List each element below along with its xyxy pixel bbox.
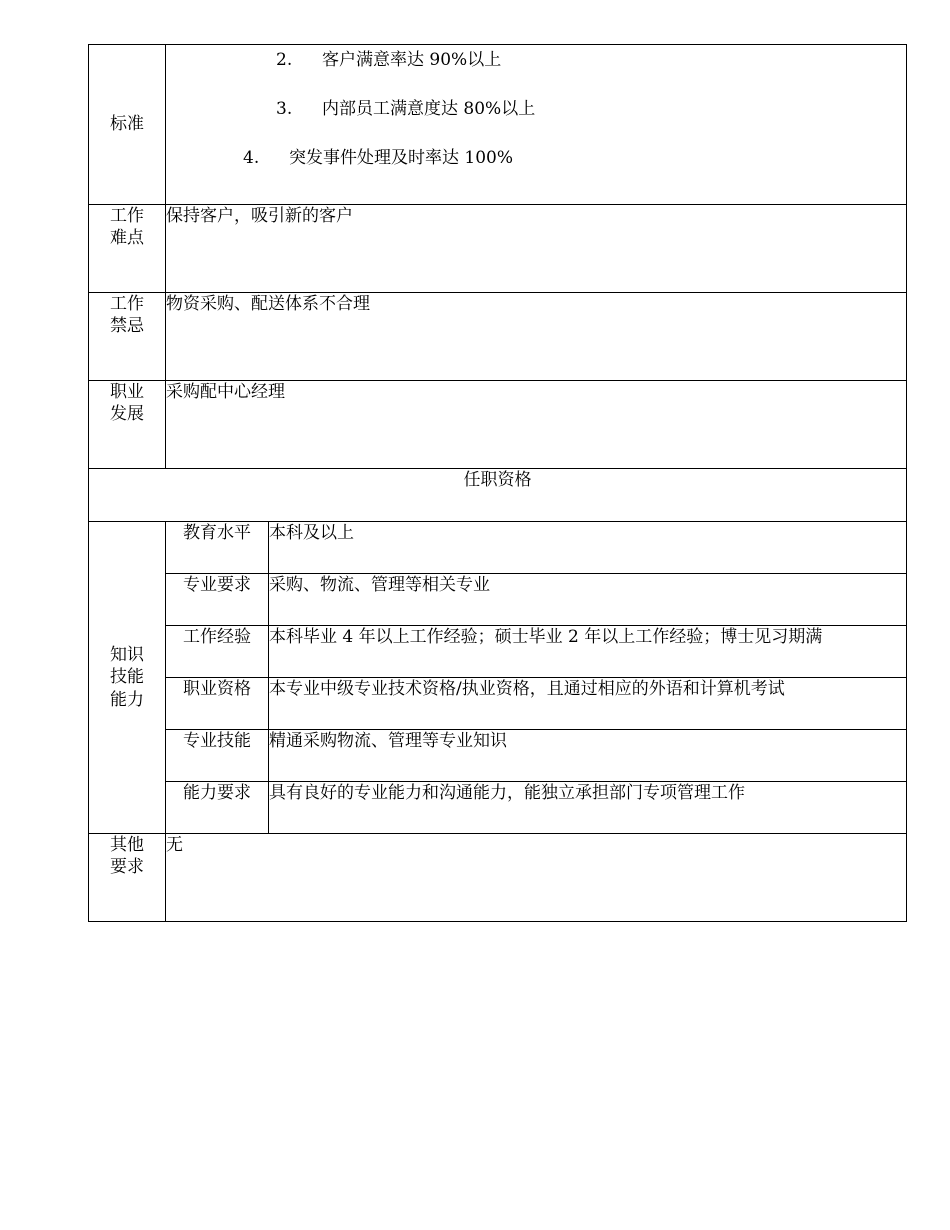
qualification-row-label: 能力要求 bbox=[166, 782, 269, 834]
standard-label: 标准 bbox=[110, 114, 144, 135]
qualification-row bbox=[89, 574, 907, 626]
qualification-title: 任职资格 bbox=[89, 469, 907, 522]
qualification-row-label: 工作经验 bbox=[166, 626, 269, 678]
other-row bbox=[89, 834, 907, 922]
other-label-cell bbox=[89, 834, 166, 922]
career-label: 职业发展 bbox=[110, 382, 144, 425]
taboo-label-cell bbox=[89, 293, 166, 381]
qualification-group-label-cell bbox=[89, 522, 166, 834]
qualification-row bbox=[89, 730, 907, 782]
standard-item-text: 内部员工满意度达 80%以上 bbox=[322, 99, 536, 119]
qualification-row-label: 教育水平 bbox=[166, 522, 269, 574]
taboo-label: 工作禁忌 bbox=[110, 294, 144, 337]
difficulty-row bbox=[89, 205, 907, 293]
career-value: 采购配中心经理 bbox=[166, 381, 907, 469]
standard-item bbox=[166, 98, 906, 147]
qualification-row bbox=[89, 782, 907, 834]
qualification-header-row bbox=[89, 469, 907, 522]
qualification-row bbox=[89, 678, 907, 730]
qualification-row bbox=[89, 522, 907, 574]
taboo-value: 物资采购、配送体系不合理 bbox=[166, 293, 907, 381]
standard-label-cell bbox=[89, 45, 166, 205]
qualification-row-value: 本专业中级专业技术资格/执业资格，且通过相应的外语和计算机考试 bbox=[269, 678, 907, 730]
standard-row bbox=[89, 45, 907, 205]
qualification-row bbox=[89, 626, 907, 678]
qualification-row-value: 采购、物流、管理等相关专业 bbox=[269, 574, 907, 626]
standard-item-number: 3. bbox=[276, 99, 293, 119]
standard-item-text: 客户满意率达 90%以上 bbox=[322, 50, 502, 70]
qualification-row-label: 专业要求 bbox=[166, 574, 269, 626]
difficulty-label: 工作难点 bbox=[110, 206, 144, 249]
standard-content-cell bbox=[166, 45, 907, 205]
job-description-table bbox=[88, 44, 907, 922]
standard-item-number: 4. bbox=[243, 148, 260, 168]
qualification-row-value: 具有良好的专业能力和沟通能力，能独立承担部门专项管理工作 bbox=[269, 782, 907, 834]
other-value: 无 bbox=[166, 834, 907, 922]
standard-item bbox=[166, 147, 906, 196]
qualification-row-value: 本科及以上 bbox=[269, 522, 907, 574]
difficulty-label-cell bbox=[89, 205, 166, 293]
qualification-row-label: 职业资格 bbox=[166, 678, 269, 730]
standard-item-number: 2. bbox=[276, 50, 293, 70]
career-row bbox=[89, 381, 907, 469]
qualification-row-value: 本科毕业 4 年以上工作经验；硕士毕业 2 年以上工作经验；博士见习期满 bbox=[269, 626, 907, 678]
qualification-row-label: 专业技能 bbox=[166, 730, 269, 782]
career-label-cell bbox=[89, 381, 166, 469]
taboo-row bbox=[89, 293, 907, 381]
standard-list bbox=[166, 45, 906, 204]
qualification-group-label: 知识技能能力 bbox=[110, 645, 144, 710]
other-label: 其他要求 bbox=[110, 835, 144, 878]
standard-item-text: 突发事件处理及时率达 100% bbox=[289, 148, 514, 168]
difficulty-value: 保持客户，吸引新的客户 bbox=[166, 205, 907, 293]
standard-item bbox=[166, 49, 906, 98]
qualification-row-value: 精通采购物流、管理等专业知识 bbox=[269, 730, 907, 782]
